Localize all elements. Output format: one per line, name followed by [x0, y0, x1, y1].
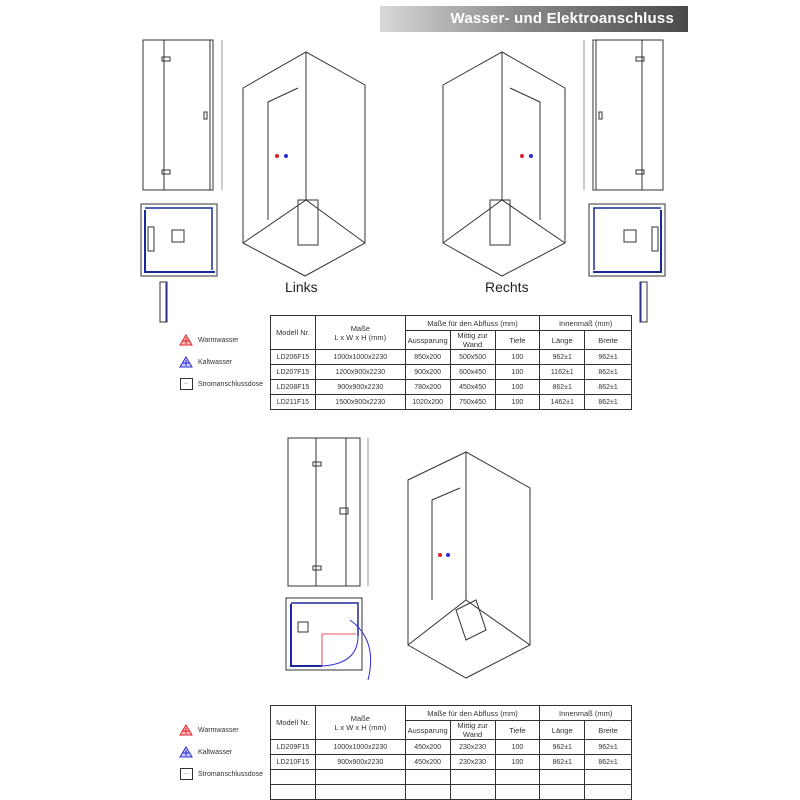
legend-2 — [178, 719, 263, 785]
table-cell: LD207F15 — [271, 365, 316, 380]
table-row — [271, 755, 632, 770]
table-cell: 450x200 — [405, 755, 450, 770]
table-cell: 500x500 — [450, 350, 495, 365]
left-floor-plan — [141, 204, 217, 322]
table-cell — [450, 770, 495, 785]
table-cell: 962±1 — [585, 350, 632, 365]
row — [178, 763, 263, 785]
table-cell: 962±1 — [585, 740, 632, 755]
table-cell: 230x230 — [450, 755, 495, 770]
table-cell: 750x450 — [450, 395, 495, 410]
table-cell: LD211F15 — [271, 395, 316, 410]
right-variant-label: Rechts — [485, 279, 529, 295]
table-cell — [271, 785, 316, 800]
table-cell: LD209F15 — [271, 740, 316, 755]
table-cell: Mittig zur Wand — [450, 721, 495, 740]
table-cell: 100 — [495, 395, 540, 410]
table-cell: Innenmaß (mm) — [540, 316, 632, 331]
text-label: Maße — [350, 713, 370, 723]
corner-floor-plan — [286, 598, 371, 680]
corner-front-elevation — [288, 438, 368, 586]
text-label: Warmwasser — [198, 726, 239, 734]
cold-water-icon — [178, 355, 194, 369]
table-cell: 1462±1 — [540, 395, 585, 410]
table-cell: Modell Nr. — [271, 316, 316, 350]
table-cell: Maße für den Abfluss (mm) — [405, 706, 540, 721]
table-cell — [450, 785, 495, 800]
row — [178, 719, 263, 741]
table-cell: Breite — [585, 331, 632, 350]
table-cell: 100 — [495, 740, 540, 755]
table-cell: 850x200 — [405, 350, 450, 365]
table-cell: 230x230 — [450, 740, 495, 755]
table-cell: LD208F15 — [271, 380, 316, 395]
table-row — [271, 350, 632, 365]
table-cell — [540, 785, 585, 800]
legend-socket — [178, 373, 263, 395]
table-cell: 100 — [495, 365, 540, 380]
legend-cold — [178, 351, 263, 373]
table-cell: Länge — [540, 331, 585, 350]
table-cell: 100 — [495, 350, 540, 365]
table-cell — [405, 770, 450, 785]
table-row — [271, 395, 632, 410]
table-cell: 862±1 — [585, 395, 632, 410]
spec-table-2 — [270, 705, 632, 800]
legend-hot — [178, 329, 263, 351]
left-front-elevation — [143, 40, 222, 190]
table-cell: Innenmaß (mm) — [540, 706, 632, 721]
text-label: L x W x H (mm) — [334, 722, 387, 732]
text-label: Kaltwasser — [198, 748, 233, 756]
text-label: L x W x H (mm) — [334, 332, 387, 342]
text-label: Warmwasser — [198, 336, 239, 344]
table-cell — [271, 770, 316, 785]
table-cell: Mittig zur Wand — [450, 331, 495, 350]
table-cell: 862±1 — [540, 380, 585, 395]
cold-water-icon — [178, 745, 194, 759]
table-cell — [495, 770, 540, 785]
table-cell — [585, 770, 632, 785]
table-cell — [315, 706, 405, 740]
table-cell — [405, 785, 450, 800]
text-label: Kaltwasser — [198, 358, 233, 366]
table-row-empty — [271, 770, 632, 785]
table-cell — [315, 785, 405, 800]
section-title: Wasser- und Elektroanschluss — [450, 10, 674, 27]
power-socket-icon: ◦◦ — [180, 378, 193, 390]
table-cell: 1200x900x2230 — [315, 365, 405, 380]
hot-water-icon — [178, 333, 194, 347]
table-cell: 862±1 — [585, 380, 632, 395]
text-label: Stromanschlussdose — [198, 380, 263, 388]
table-cell: 862±1 — [540, 755, 585, 770]
table-cell: 900x900x2230 — [315, 380, 405, 395]
table-cell — [495, 785, 540, 800]
table-cell: Tiefe — [495, 331, 540, 350]
table-cell: 1500x900x2230 — [315, 395, 405, 410]
table-cell: 862±1 — [585, 365, 632, 380]
table-cell: 1020x200 — [405, 395, 450, 410]
left-variant-label: Links — [285, 279, 318, 295]
right-floor-plan — [589, 204, 665, 322]
table-cell: 100 — [495, 380, 540, 395]
table-cell: 100 — [495, 755, 540, 770]
table-cell: 450x200 — [405, 740, 450, 755]
table-row — [271, 365, 632, 380]
table-row — [271, 740, 632, 755]
power-socket-icon: ◦◦ — [180, 768, 193, 780]
table-cell: LD206F15 — [271, 350, 316, 365]
table-cell: 450x450 — [450, 380, 495, 395]
row — [178, 741, 263, 763]
table-cell: 1162±1 — [540, 365, 585, 380]
row — [271, 706, 632, 721]
right-isometric-room — [443, 52, 565, 276]
row — [271, 316, 632, 331]
table-cell — [315, 770, 405, 785]
table-cell: 900x900x2230 — [315, 755, 405, 770]
text-label: Stromanschlussdose — [198, 770, 263, 778]
table-cell: Länge — [540, 721, 585, 740]
table-cell — [315, 316, 405, 350]
corner-isometric-room — [408, 452, 530, 678]
table-cell: 862±1 — [585, 755, 632, 770]
table-cell: Tiefe — [495, 721, 540, 740]
legend — [178, 329, 263, 395]
table-cell: LD210F15 — [271, 755, 316, 770]
table-cell: 600x450 — [450, 365, 495, 380]
table-cell: 900x200 — [405, 365, 450, 380]
table-cell: 962±1 — [540, 350, 585, 365]
table-cell: Maße für den Abfluss (mm) — [405, 316, 540, 331]
table-cell — [585, 785, 632, 800]
table-cell — [540, 770, 585, 785]
table-cell: 1000x1000x2230 — [315, 740, 405, 755]
table-cell: Modell Nr. — [271, 706, 316, 740]
spec-table-1 — [270, 315, 632, 410]
right-front-elevation — [584, 40, 663, 190]
left-isometric-room — [243, 52, 365, 276]
text-label: Maße — [350, 323, 370, 333]
table-cell: Aussparung — [405, 721, 450, 740]
table-row-empty — [271, 785, 632, 800]
table-row — [271, 380, 632, 395]
table-cell: Breite — [585, 721, 632, 740]
table-cell: 1000x1000x2230 — [315, 350, 405, 365]
table-cell: 962±1 — [540, 740, 585, 755]
hot-water-icon — [178, 723, 194, 737]
table-cell: 780x200 — [405, 380, 450, 395]
table-cell: Aussparung — [405, 331, 450, 350]
